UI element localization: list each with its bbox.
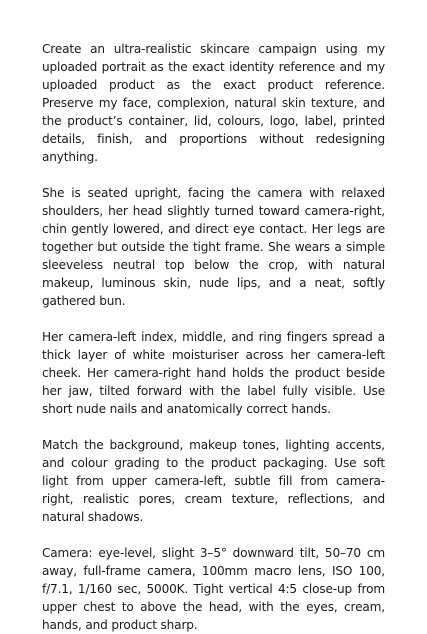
paragraph-camera-settings: Camera: eye-level, slight 3–5° downward tilt, 50–70 cm away, full-frame camera, 100mm macro lens, ISO 100, f/7.1, 1/160 sec, 5000K. Tight vertical 4:5 close-up from upper chest to above the head, with the eyes, cream, hands, and product sharp. — [42, 546, 385, 632]
paragraph-identity-reference: Create an ultra-realistic skincare campaign using my uploaded portrait as the exact identity reference and my uploaded product as the exact product reference. Preserve my face, complexion, natural skin texture, and the product’s container, lid, colours, logo, label, printed details, finish, and proportions without redesigning anything. — [42, 42, 385, 164]
paragraph-pose-description: She is seated upright, facing the camera with relaxed shoulders, her head slightly turned toward camera-right, chin gently lowered, and direct eye contact. Her legs are together but outside the tight frame. She wears a simple sleeveless neutral top below the crop, with natural makeup, luminous skin, nude lips, and a neat, softly gathered bun. — [42, 186, 385, 308]
paragraph-hands-description: Her camera-left index, middle, and ring fingers spread a thick layer of white moisturiser across her camera-left cheek. Her camera-right hand holds the product beside her jaw, tilted forward with the label fully visible. Use short nude nails and anatomically correct hands. — [42, 330, 385, 416]
document-body — [42, 40, 385, 634]
paragraph-lighting-description: Match the background, makeup tones, lighting accents, and colour grading to the product packaging. Use soft light from upper camera-left, subtle fill from camera-right, realistic pores, cream texture, reflections, and natural shadows. — [42, 438, 385, 524]
